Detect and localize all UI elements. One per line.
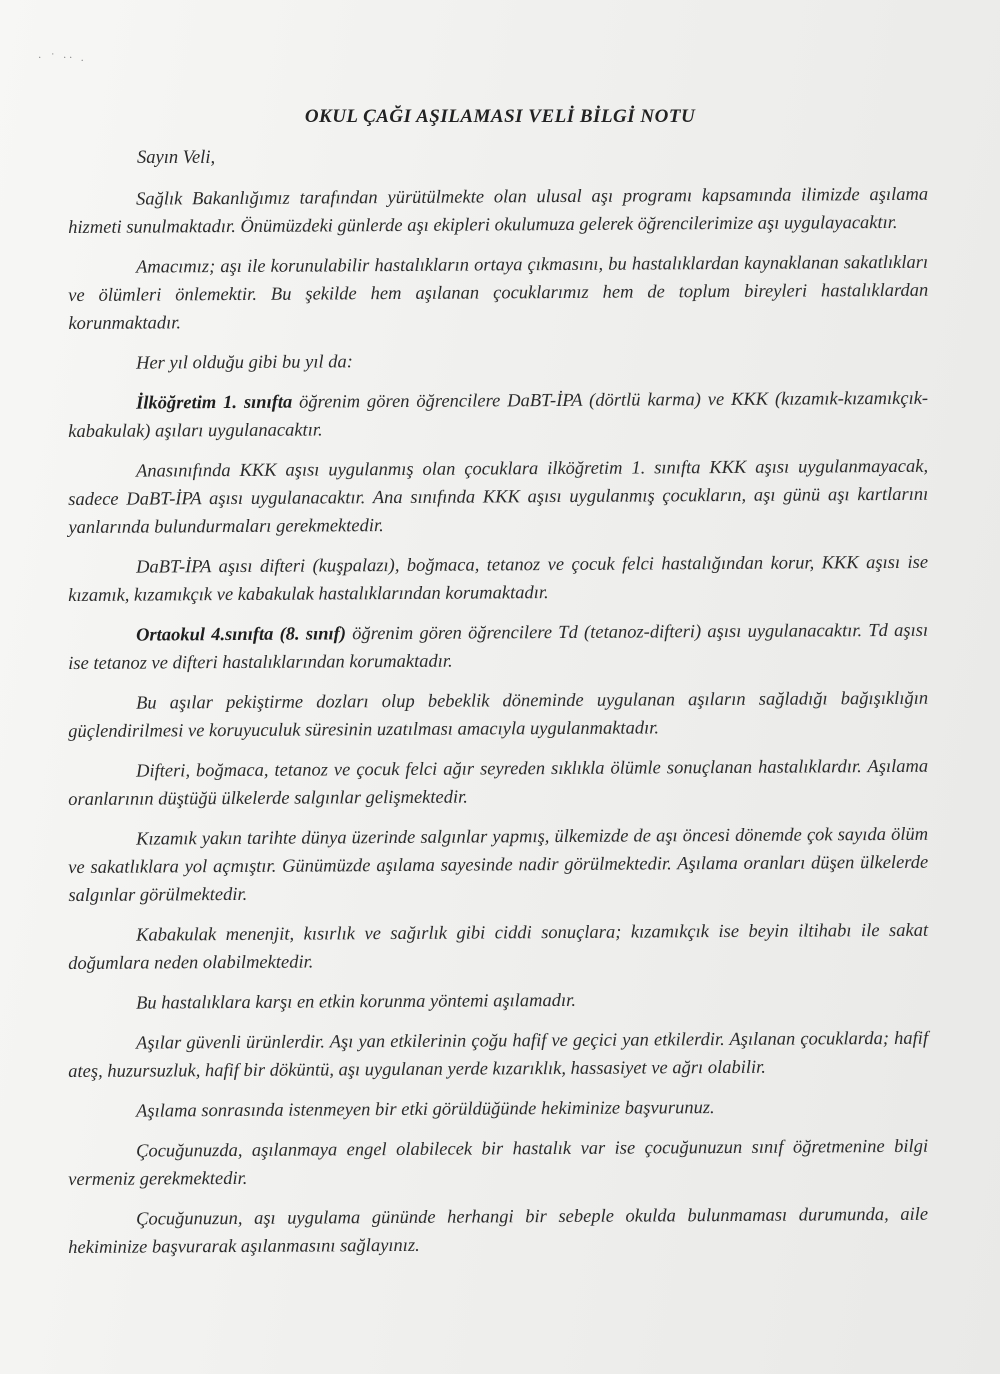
paragraph-diphtheria: Difteri, boğmaca, tetanoz ve çocuk felci ağır seyreden sıklıkla ölümle sonuçlanan hastalıklardır. Aşılama oranlarının düştüğü ülkelerde salgınlar gelişmektedir. <box>68 756 929 810</box>
paragraph-middle-school-bold: Ortaokul 4.sınıfta (8. sınıf) <box>136 624 347 646</box>
paragraph-first-grade-bold: İlköğretim 1. sınıfta <box>136 392 293 414</box>
paragraph-middle-school: Ortaokul 4.sınıfta (8. sınıf) öğrenim gören öğrencilere Td (tetanoz-difteri) aşısı uygulanacaktır. Td aşısı ise tetanoz ve difteri hastalıklarından korumaktadır. <box>68 620 929 674</box>
paragraph-best-protection: Bu hastalıklara karşı en etkin korunma yöntemi aşılamadır. <box>136 990 576 1014</box>
paragraph-absence: Çocuğunuzun, aşı uygulama gününde herhangi bir sebeple okulda bulunmaması durumunda, aile hekiminize başvurarak aşılanmasını sağlayınız. <box>68 1204 929 1258</box>
paper-specks: · ˙ ·· . <box>38 50 87 64</box>
paragraph-mumps: Kabakulak menenjit, kısırlık ve sağırlık gibi ciddi sonuçlara; kızamıkçık ise beyin iltihabı ile sakat doğumlara neden olabilmektedir. <box>68 920 929 974</box>
document-body <box>68 186 928 1274</box>
paragraph-kindergarten: Anasınıfında KKK aşısı uygulanmış olan çocuklara ilköğretim 1. sınıfta KKK aşısı uygulanmayacak, sadece DaBT-İPA aşısı uygulanacaktır. Ana sınıfında KKK aşısı uygulanmış çocukların, aşı günü aşı kartlarını yanlarında bulundurmaları gerekmektedir. <box>68 456 929 538</box>
paragraph-side-effects: Aşılar güvenli ürünlerdir. Aşı yan etkilerinin çoğu hafif ve geçici yan etkilerdir. Aşılanan çocuklarda; hafif ateş, huzursuzluk, hafif bir döküntü, aşı uygulanan yerde kızarıklık, hassasiyet ve ağrı olabilir. <box>68 1028 929 1082</box>
paragraph-every-year: Her yıl olduğu gibi bu yıl da: <box>136 352 353 374</box>
document-title: OKUL ÇAĞI AŞILAMASI VELİ BİLGİ NOTU <box>304 106 696 127</box>
paragraph-first-grade: İlköğretim 1. sınıfta öğrenim gören öğrencilere DaBT-İPA (dörtlü karma) ve KKK (kızamık-kızamıkçık-kabakulak) aşıları uygulanacaktır. <box>68 388 929 442</box>
paragraph-booster: Bu aşılar pekiştirme dozları olup bebeklik döneminde uygulanan aşıların sağladığı bağışıklığın güçlendirilmesi ve koruyuculuk süresinin uzatılması amacıyla uygulanmaktadır. <box>68 688 929 742</box>
paragraph-after-vaccination: Aşılama sonrasında istenmeyen bir etki görüldüğünde hekiminize başvurunuz. <box>136 1098 715 1122</box>
salutation: Sayın Veli, <box>137 148 216 168</box>
paragraph-dabt-ipa: DaBT-İPA aşısı difteri (kuşpalazı), boğmaca, tetanoz ve çocuk felci hastalığından korur, KKK aşısı ise kızamık, kızamıkçık ve kabakulak hastalıklarından korumaktadır. <box>68 552 929 606</box>
paragraph-illness: Çocuğunuzda, aşılanmaya engel olabilecek bir hastalık var ise çocuğunuzun sınıf öğretmenine bilgi vermeniz gerekmektedir. <box>68 1136 929 1190</box>
paragraph-measles: Kızamık yakın tarihte dünya üzerinde salgınlar yapmış, ülkemizde de aşı öncesi dönemde çok sayıda ölüm ve sakatlıklara yol açmıştır. Günümüzde aşılama sayesinde nadir görülmektedir. Aşılama oranları düşen ülkelerde salgınlar görülmektedir. <box>68 824 929 906</box>
paragraph-aim: Amacımız; aşı ile korunulabilir hastalıkların ortaya çıkmasını, bu hastalıklardan kaynaklanan sakatlıkları ve ölümleri önlemektir. Bu şekilde hem aşılanan çocuklarımız hem de toplum bireyleri hastalıklardan korunmaktadır. <box>68 252 929 334</box>
paragraph-intro: Sağlık Bakanlığımız tarafından yürütülmekte olan ulusal aşı programı kapsamında ilimizde aşılama hizmeti sunulmaktadır. Önümüzdeki günlerde aşı ekipleri okulumuza gelerek öğrencilerimize aşı uygulayacaktır. <box>68 184 929 238</box>
